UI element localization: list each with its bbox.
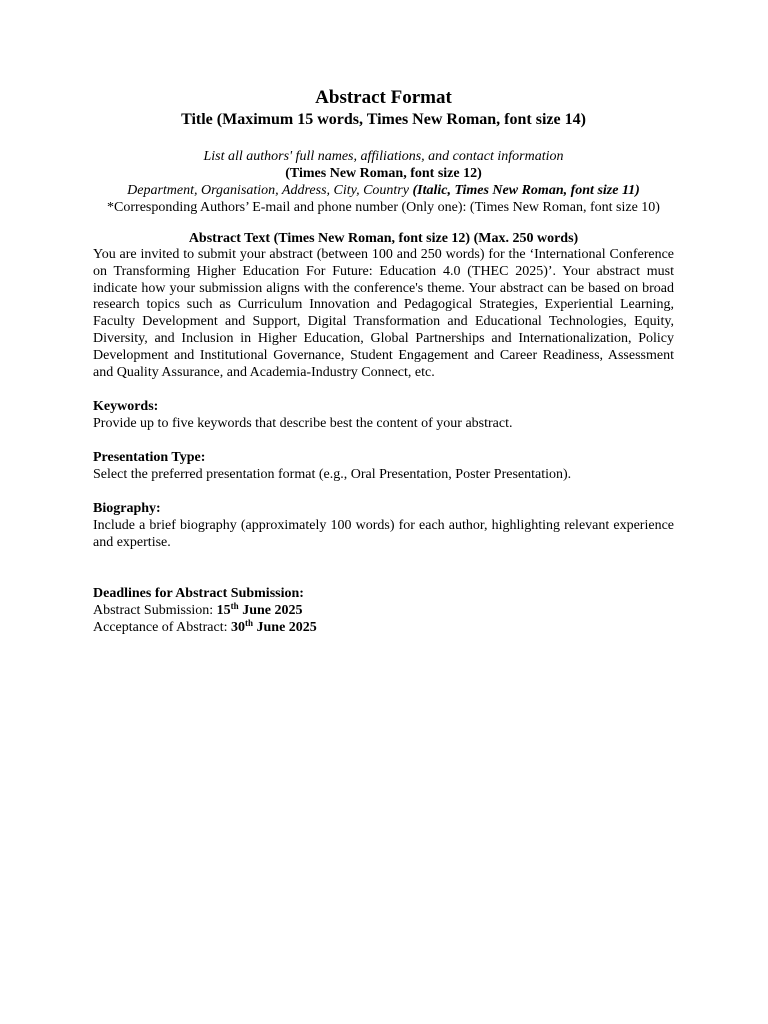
affiliation-line <box>93 182 674 199</box>
document-title: Abstract Format <box>315 87 452 108</box>
presentation-label: Presentation Type: <box>93 450 206 466</box>
biography-label: Biography: <box>93 501 161 517</box>
presentation-section <box>93 449 674 483</box>
keywords-label: Keywords: <box>93 399 159 415</box>
abstract-body: You are invited to submit your abstract (between 100 and 250 words) for the ‘International Conference on Transforming Higher Education For Future: Education 4.0 (THEC 2025)’. Your abstract must indicate how your submission aligns with the conference's theme. Your abstract can be based on broad research topics such as Curriculum Innovation and Pedagogical Strategies, Experiential Learning, Faculty Development and Support, Digital Transformation and Educational Technologies, Equity, Diversity, and Inclusion in Higher Education, Global Partnerships and Internationalization, Policy Development and Institutional Governance, Student Engagement and Career Readiness, Assessment and Quality Assurance, and Academia-Industry Connect, etc. <box>93 247 674 380</box>
authors-font-note: (Times New Roman, font size 12) <box>285 166 482 181</box>
submission-month: June 2025 <box>238 603 303 619</box>
keywords-text: Provide up to five keywords that describe best the content of your abstract. <box>93 416 513 432</box>
authors-block <box>93 148 674 216</box>
deadlines-section <box>93 585 674 636</box>
affiliation-text: Department, Organisation, Address, City, Country <box>127 183 413 198</box>
document-page <box>93 86 674 636</box>
deadlines-heading: Deadlines for Abstract Submission: <box>93 586 304 602</box>
acceptance-month: June 2025 <box>253 620 317 636</box>
biography-section <box>93 500 674 551</box>
acceptance-label: Acceptance of Abstract: <box>93 620 231 636</box>
corresponding-author-note: *Corresponding Authors’ E-mail and phone number (Only one): (Times New Roman, font size 10) <box>107 200 660 215</box>
submission-day: 15 <box>216 603 231 619</box>
affiliation-font-note: (Italic, Times New Roman, font size 11) <box>412 183 640 198</box>
acceptance-day: 30 <box>231 620 245 636</box>
keywords-section <box>93 398 674 432</box>
biography-text: Include a brief biography (approximately 100 words) for each author, highlighting relevant experience and expertise. <box>93 518 674 551</box>
acceptance-deadline <box>93 619 674 636</box>
acceptance-ordinal: th <box>245 618 254 629</box>
submission-deadline <box>93 602 674 619</box>
title-instructions: Title (Maximum 15 words, Times New Roman, font size 14) <box>181 111 586 128</box>
authors-instructions: List all authors' full names, affiliations, and contact information <box>203 149 564 164</box>
submission-label: Abstract Submission: <box>93 603 217 619</box>
presentation-text: Select the preferred presentation format (e.g., Oral Presentation, Poster Presentation). <box>93 467 572 483</box>
abstract-heading: Abstract Text (Times New Roman, font size 12) (Max. 250 words) <box>188 231 579 246</box>
submission-ordinal: th <box>230 601 239 612</box>
